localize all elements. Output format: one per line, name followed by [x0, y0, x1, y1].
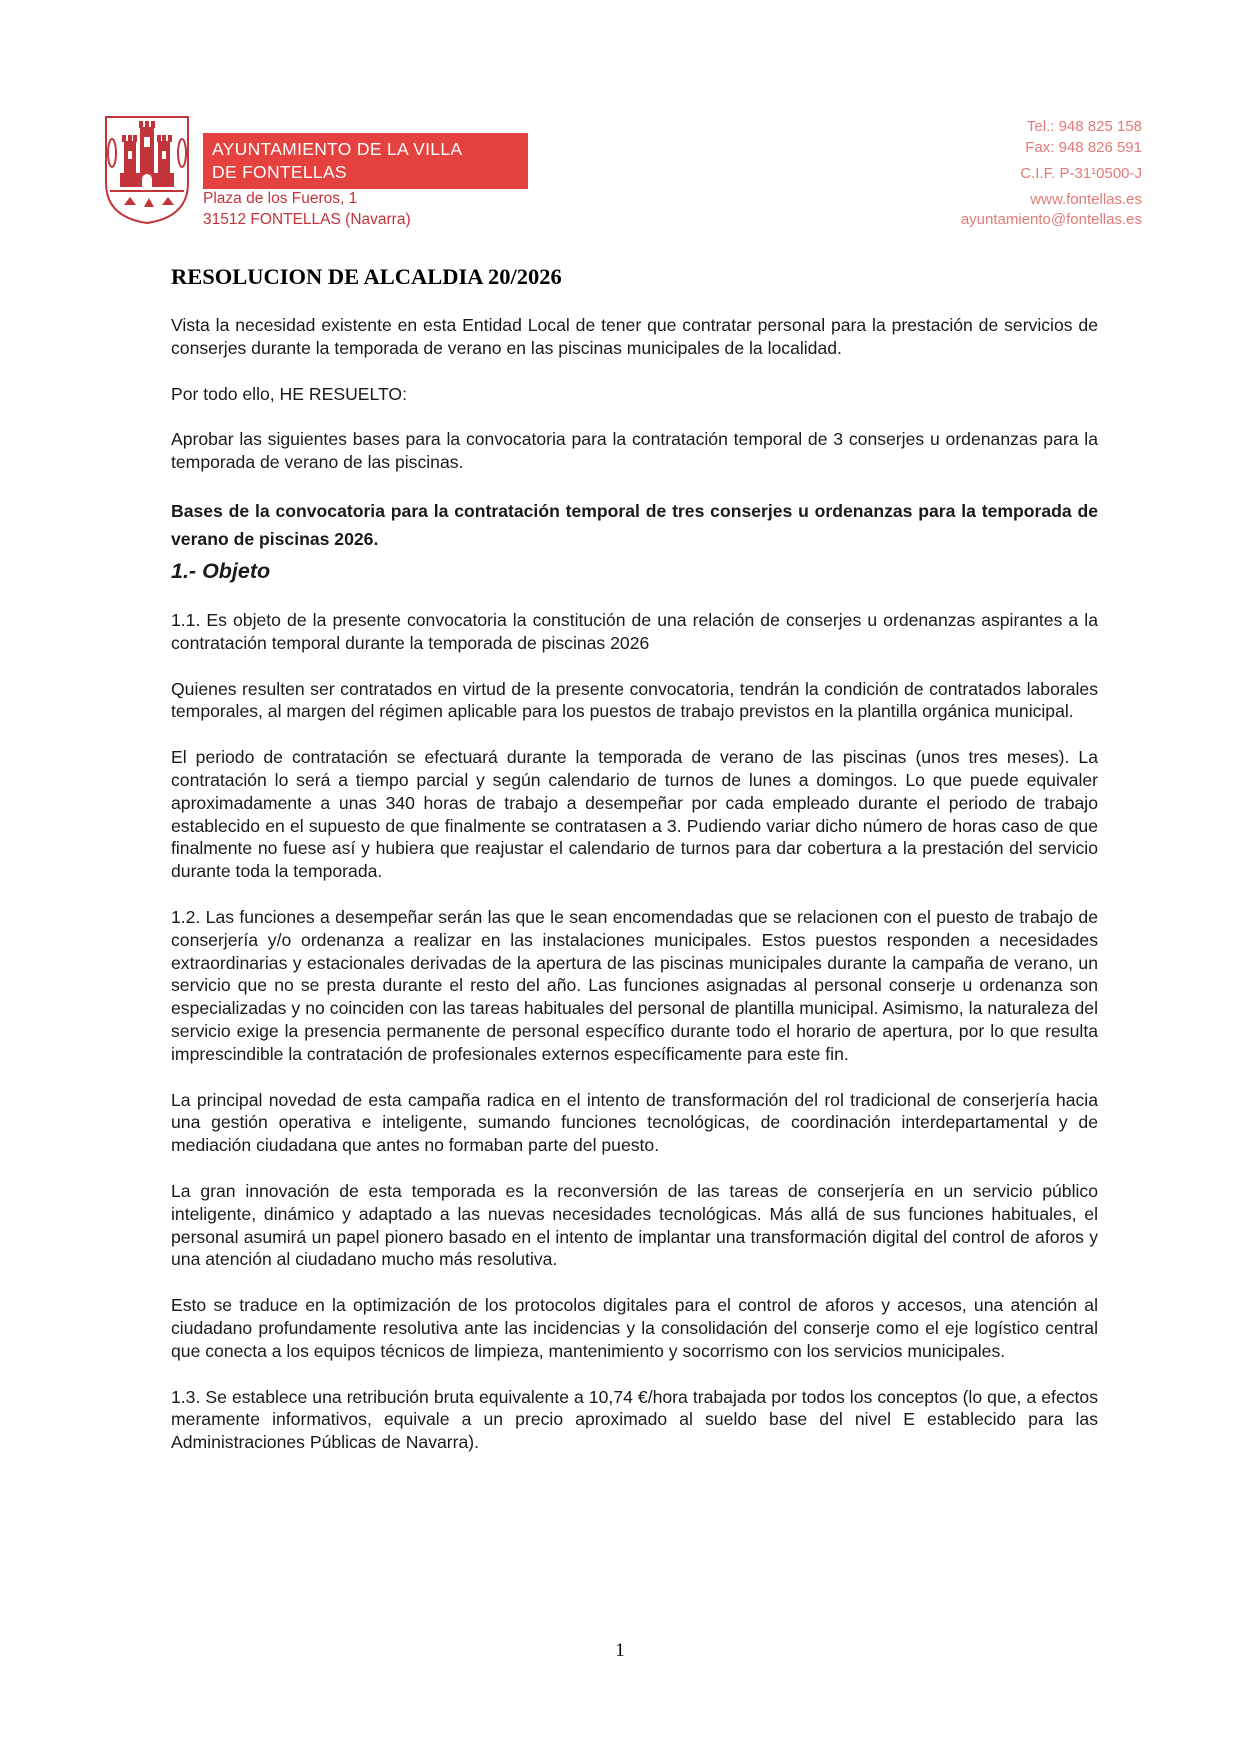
paragraph-1-1: 1.1. Es objeto de la presente convocatoria la constitución de una relación de conserjes u ordenanzas aspirantes a la contratación temporal durante la temporada de piscinas 2026 [171, 609, 1098, 653]
castle-coat-of-arms-icon [102, 113, 192, 226]
contact-cif: C.I.F. P-31¹0500-J [1020, 165, 1142, 182]
resolve-paragraph: Por todo ello, HE RESUELTO: [171, 383, 407, 404]
paragraph-innovacion: La gran innovación de esta temporada es la reconversión de las tareas de conserjería en un servicio público inteligente, dinámico y adaptado a las nuevas necesidades tecnológicas. Más allá de sus funciones habituales, el personal asumirá un papel pionero basado en el intento de implantar una transformación digital del control de aforos y una atención al ciudadano mucho más resolutiva. [171, 1180, 1098, 1270]
bases-heading: Bases de la convocatoria para la contratación temporal de tres conserjes u ordenanzas para la temporada de verano de piscinas 2026. [171, 500, 1098, 549]
document-body [171, 264, 1098, 1477]
contact-tel: Tel.: 948 825 158 [1026, 118, 1142, 135]
paragraph-optimizacion: Esto se traduce en la optimización de los protocolos digitales para el control de aforos y accesos, una atención al ciudadano profundamente resolutiva ante las incidencias y la consolidación del conserje como el eje logístico central que conecta a los equipos técnicos de limpieza, mantenimiento y socorrismo con los servicios municipales. [171, 1295, 1098, 1361]
document-title: RESOLUCION DE ALCALDIA 20/2026 [171, 264, 562, 289]
page-number: 1 [615, 1640, 625, 1661]
approve-paragraph: Aprobar las siguientes bases para la convocatoria para la contratación temporal de 3 conserjes u ordenanzas para la temporada de verano de las piscinas. [171, 429, 1098, 473]
paragraph-1-3: 1.3. Se establece una retribución bruta equivalente a 10,74 €/hora trabajada por todos los conceptos (lo que, a efectos meramente informativos, equivale a un precio aproximado al sueldo base del nivel E establecido para las Administraciones Públicas de Navarra). [171, 1386, 1098, 1453]
paragraph-contratados: Quienes resulten ser contratados en virtud de la presente convocatoria, tendrán la condición de contratados laborales temporales, al margen del régimen aplicable para los puestos de trabajo previstos en la plantilla orgánica municipal. [171, 678, 1098, 722]
paragraph-novedad: La principal novedad de esta campaña radica en el intento de transformación del rol tradicional de conserjería hacia una gestión operativa e inteligente, sumando funciones tecnológicas, de coordinación interdepartamental y de mediación ciudadana que antes no formaban parte del puesto. [171, 1089, 1098, 1156]
municipality-banner [203, 133, 528, 189]
org-name-line2: DE FONTELLAS [212, 162, 347, 182]
address-line1: Plaza de los Fueros, 1 [203, 190, 358, 207]
section-1-heading: 1.- Objeto [171, 558, 271, 583]
address-line2: 31512 FONTELLAS (Navarra) [203, 211, 411, 228]
intro-paragraph: Vista la necesidad existente en esta Entidad Local de tener que contratar personal para la prestación de servicios de conserjes durante la temporada de verano en las piscinas municipales de la localidad. [171, 315, 1098, 358]
paragraph-1-2: 1.2. Las funciones a desempeñar serán las que le sean encomendadas que se relacionen con el puesto de trabajo de conserjería y/o ordenanza a realizar en las instalaciones municipales. Estos puestos responden a necesidades extraordinarias y estacionales derivadas de la apertura de las piscinas municipales durante la campaña de verano, un servicio que no se presta durante el resto del año. Las funciones asignadas al personal conserje u ordenanza son especializadas y no coinciden con las tareas habituales del personal de plantilla municipal. Asimismo, la naturaleza del servicio exige la presencia permanente de personal específico durante todo el horario de apertura, por lo que resulta imprescindible la contratación de profesionales externos específicamente para este fin. [171, 906, 1098, 1064]
contact-email[interactable]: ayuntamiento@fontellas.es [960, 211, 1142, 228]
paragraph-periodo: El periodo de contratación se efectuará durante la temporada de verano de las piscinas (unos tres meses). La contratación lo será a tiempo parcial y según calendario de turnos de lunes a domingos. Lo que puede equivaler aproximadamente a unas 340 horas de trabajo a desempeñar por cada empleado durante el periodo de trabajo establecido en el supuesto de que finalmente se contratasen a 3. Pudiendo variar dicho número de horas caso de que finalmente no fuese así y hubiera que reajustar el calendario de turnos para dar cobertura a la prestación del servicio durante toda la temporada. [171, 747, 1098, 882]
org-name-line1: AYUNTAMIENTO DE LA VILLA [212, 139, 463, 159]
contact-fax: Fax: 948 826 591 [1025, 139, 1142, 156]
contact-web[interactable]: www.fontellas.es [1030, 191, 1142, 208]
